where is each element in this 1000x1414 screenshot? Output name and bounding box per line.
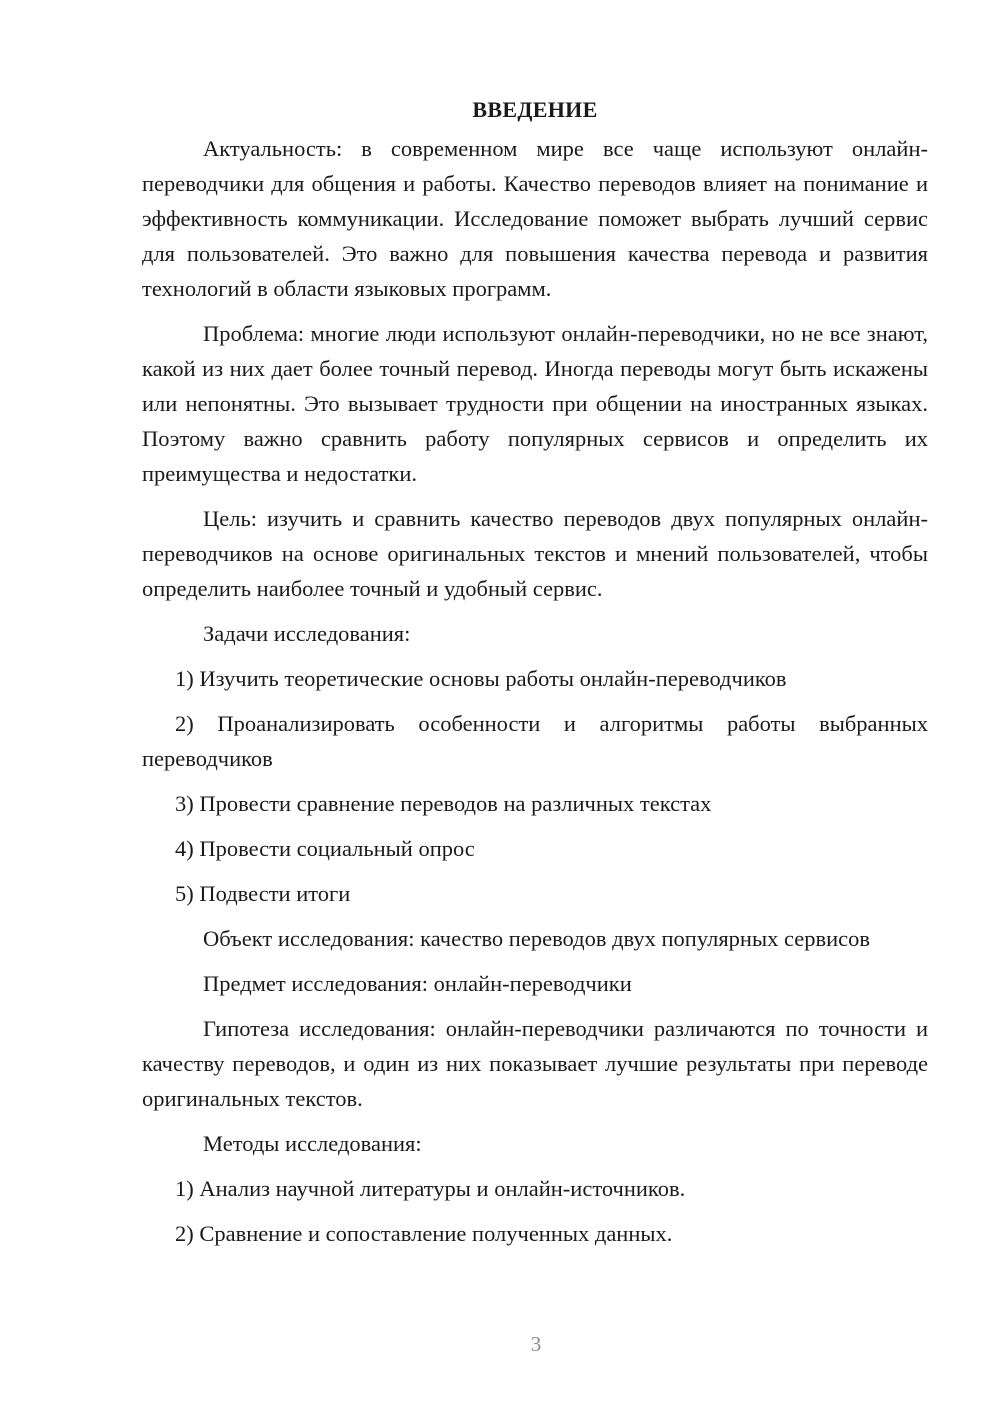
document-page (142, 92, 928, 1261)
task-item: 4) Провести социальный опрос (175, 836, 475, 861)
methods-heading: Методы исследования: (203, 1131, 422, 1156)
task-item: 3) Провести сравнение переводов на различных текстах (175, 791, 712, 816)
task-item: 2) Проанализировать особенности и алгоритмы работы выбранных переводчиков (142, 711, 928, 771)
tasks-heading: Задачи исследования: (203, 621, 411, 646)
page-number: 3 (530, 1332, 542, 1356)
method-item: 1) Анализ научной литературы и онлайн-источников. (175, 1176, 686, 1201)
hypothesis-paragraph: Гипотеза исследования: онлайн-переводчики различаются по точности и качеству переводов, и один из них показывает лучшие результаты при переводе оригинальных текстов. (142, 1016, 928, 1111)
subject-paragraph: Предмет исследования: онлайн-переводчики (203, 971, 632, 996)
task-item: 5) Подвести итоги (175, 881, 351, 906)
relevance-paragraph: Актуальность: в современном мире все чаще используют онлайн-переводчики для общения и работы. Качество переводов влияет на понимание и эффективность коммуникации. Исследование поможет выбрать лучший сервис для пользователей. Это важно для повышения качества перевода и развития технологий в области языковых программ. (142, 136, 928, 301)
goal-paragraph: Цель: изучить и сравнить качество переводов двух популярных онлайн-переводчиков на основе оригинальных текстов и мнений пользователей, чтобы определить наиболее точный и удобный сервис. (142, 506, 928, 601)
method-item: 2) Сравнение и сопоставление полученных данных. (175, 1221, 673, 1246)
task-item: 1) Изучить теоретические основы работы онлайн-переводчиков (175, 666, 787, 691)
section-title: ВВЕДЕНИЕ (472, 97, 598, 122)
problem-paragraph: Проблема: многие люди используют онлайн-переводчики, но не все знают, какой из них дает более точный перевод. Иногда переводы могут быть искажены или непонятны. Это вызывает трудности при общении на иностранных языках. Поэтому важно сравнить работу популярных сервисов и определить их преимущества и недостатки. (142, 321, 928, 486)
object-paragraph: Объект исследования: качество переводов двух популярных сервисов (203, 926, 870, 951)
